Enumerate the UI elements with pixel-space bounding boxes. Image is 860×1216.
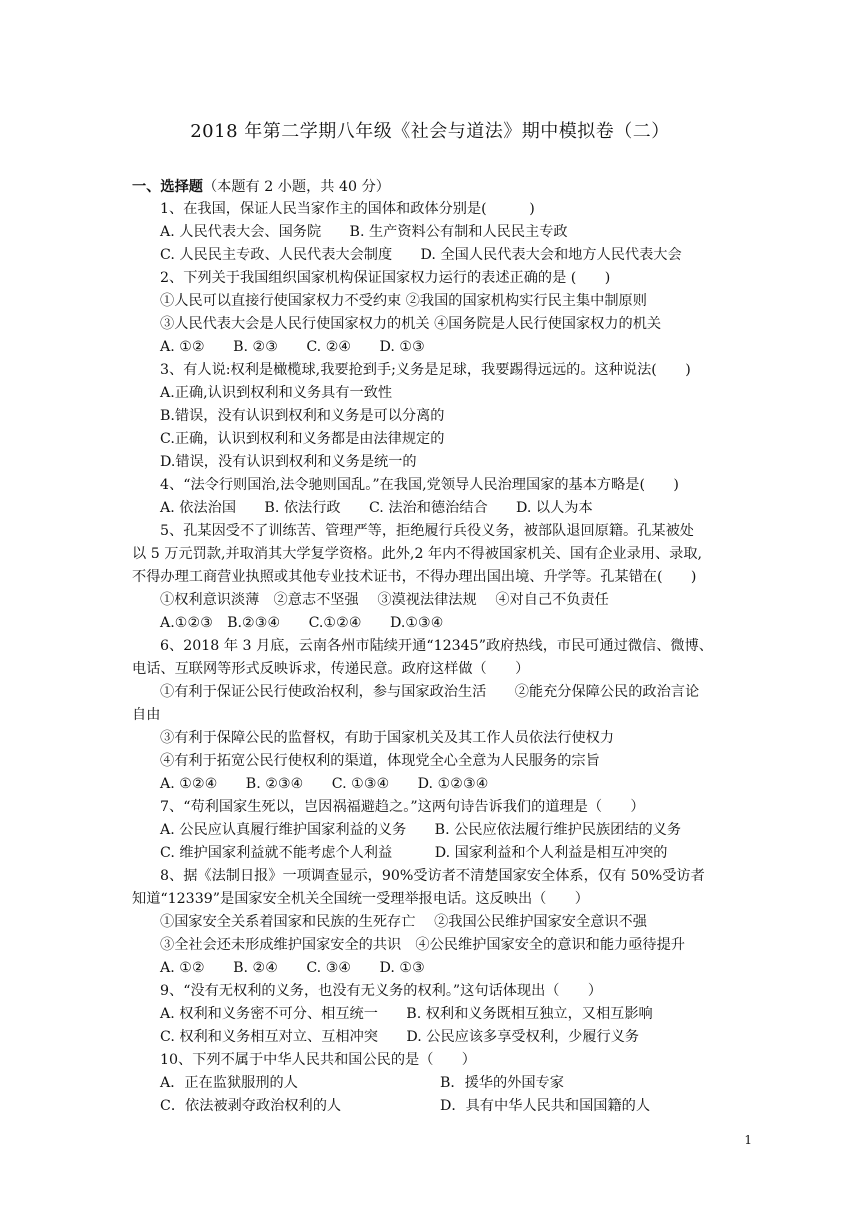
section-heading-line (132, 178, 390, 196)
q6-stem-2: 电话、互联网等形式反映诉求，传递民意。政府这样做（ ） (132, 661, 530, 677)
q7-stem: 7、“苟利国家生死以，岂因祸福避趋之。”这两句诗告诉我们的道理是（ ） (160, 799, 645, 815)
q6-options: A. ①②④ B. ②③④ C. ①③④ D. ①②③④ (160, 776, 489, 792)
q6-statement-4: ④有利于拓宽公民行使权利的渠道，体现党全心全意为人民服务的宗旨 (160, 753, 600, 769)
q10-option-d: D．具有中华人民共和国国籍的人 (440, 1098, 651, 1114)
q3-option-c: C.正确，认识到权利和义务都是由法律规定的 (160, 431, 445, 447)
q5-options: A.①②③ B.②③④ C.①②④ D.①③④ (160, 615, 444, 631)
q8-statements-34: ③全社会还未形成维护国家安全的共识 ④公民维护国家安全的意识和能力亟待提升 (160, 937, 685, 953)
q8-stem-2: 知道“12339”是国家安全机关全国统一受理举报电话。这反映出（ ） (132, 891, 589, 907)
q10-option-c: C．依法被剥夺政治权利的人 (160, 1098, 342, 1114)
section-note: （本题有 2 小题，共 40 分） (202, 179, 390, 195)
q8-statements-12: ①国家安全关系着国家和民族的生死存亡 ②我国公民维护国家安全意识不强 (160, 914, 647, 930)
q6-stem-1: 6、2018 年 3 月底，云南各州市陆续开通“12345”政府热线，市民可通过微信、微博、 (160, 638, 713, 654)
q6-statement-3: ③有利于保障公民的监督权，有助于国家机关及其工作人员依法行使权力 (160, 730, 615, 746)
q4-options: A. 依法治国 B. 依法行政 C. 法治和德治结合 D. 以人为本 (160, 500, 593, 516)
q2-statements-12: ①人民可以直接行使国家权力不受约束 ②我国的国家机构实行民主集中制原则 (160, 293, 647, 309)
page-number: 1 (744, 1133, 752, 1147)
q1-options-ab: A. 人民代表大会、国务院 B. 生产资料公有制和人民民主专政 (160, 224, 568, 240)
q5-stem-3: 不得办理工商营业执照或其他专业技术证书，不得办理出国出境、升学等。孔某错在( ) (132, 569, 697, 585)
q5-stem-1: 5、孔某因受不了训练苦、管理严等，拒绝履行兵役义务，被部队退回原籍。孔某被处 (160, 523, 694, 539)
q1-options-cd: C. 人民民主专政、人民代表大会制度 D. 全国人民代表大会和地方人民代表大会 (160, 247, 682, 263)
q7-options-cd: C. 维护国家利益就不能考虑个人利益 D. 国家利益和个人利益是相互冲突的 (160, 845, 668, 861)
q9-options-ab: A. 权利和义务密不可分、相互统一 B. 权利和义务既相互独立，又相互影响 (160, 1006, 653, 1022)
q5-statements: ①权利意识淡薄 ②意志不坚强 ③漠视法律法规 ④对自己不负责任 (160, 592, 609, 608)
q4-stem: 4、“法令行则国治,法令驰则国乱。”在我国,党领导人民治理国家的基本方略是( ) (160, 477, 679, 493)
q3-option-b: B.错误，没有认识到权利和义务是可以分离的 (160, 408, 445, 424)
q3-option-d: D.错误，没有认识到权利和义务是统一的 (160, 454, 417, 470)
q7-options-ab: A. 公民应认真履行维护国家利益的义务 B. 公民应依法履行维护民族团结的义务 (160, 822, 682, 838)
section-heading: 一、选择题 (132, 179, 203, 195)
q8-options: A. ①② B. ②④ C. ③④ D. ①③ (160, 960, 425, 976)
q6-statement-2-cont: 自由 (132, 707, 161, 723)
q8-stem-1: 8、据《法制日报》一项调查显示，90%受访者不清楚国家安全体系，仅有 50%受访者 (160, 868, 705, 884)
q10-stem: 10、下列不属于中华人民共和国公民的是（ ） (160, 1052, 476, 1068)
q2-stem: 2、下列关于我国组织国家机构保证国家权力运行的表述正确的是 ( ) (160, 270, 611, 286)
q5-stem-2: 以 5 万元罚款,并取消其大学复学资格。此外,2 年内不得被国家机关、国有企业录用、录取, (132, 546, 703, 562)
q10-option-a: A．正在监狱服刑的人 (160, 1075, 298, 1091)
q10-option-b: B．援华的外国专家 (440, 1075, 564, 1091)
exam-title: 2018 年第二学期八年级《社会与道法》期中模拟卷（二） (190, 121, 670, 142)
q9-stem: 9、“没有无权利的义务，也没有无义务的权利。”这句话体现出（ ） (160, 983, 603, 999)
q1-stem: 1、在我国，保证人民当家作主的国体和政体分别是( ) (160, 201, 535, 217)
q6-statement-12: ①有利于保证公民行使政治权利，参与国家政治生活 ②能充分保障公民的政治言论 (160, 684, 700, 700)
q3-stem: 3、有人说:权利是橄榄球,我要抢到手;义务是足球，我要踢得远远的。这种说法( ) (160, 362, 691, 378)
q9-options-cd: C. 权利和义务相互对立、互相冲突 D. 公民应该多享受权利，少履行义务 (160, 1029, 640, 1045)
q2-statements-34: ③人民代表大会是人民行使国家权力的机关 ④国务院是人民行使国家权力的机关 (160, 316, 662, 332)
q3-option-a: A.正确,认识到权利和义务具有一致性 (160, 385, 393, 401)
q2-options: A. ①② B. ②③ C. ②④ D. ①③ (160, 339, 425, 355)
